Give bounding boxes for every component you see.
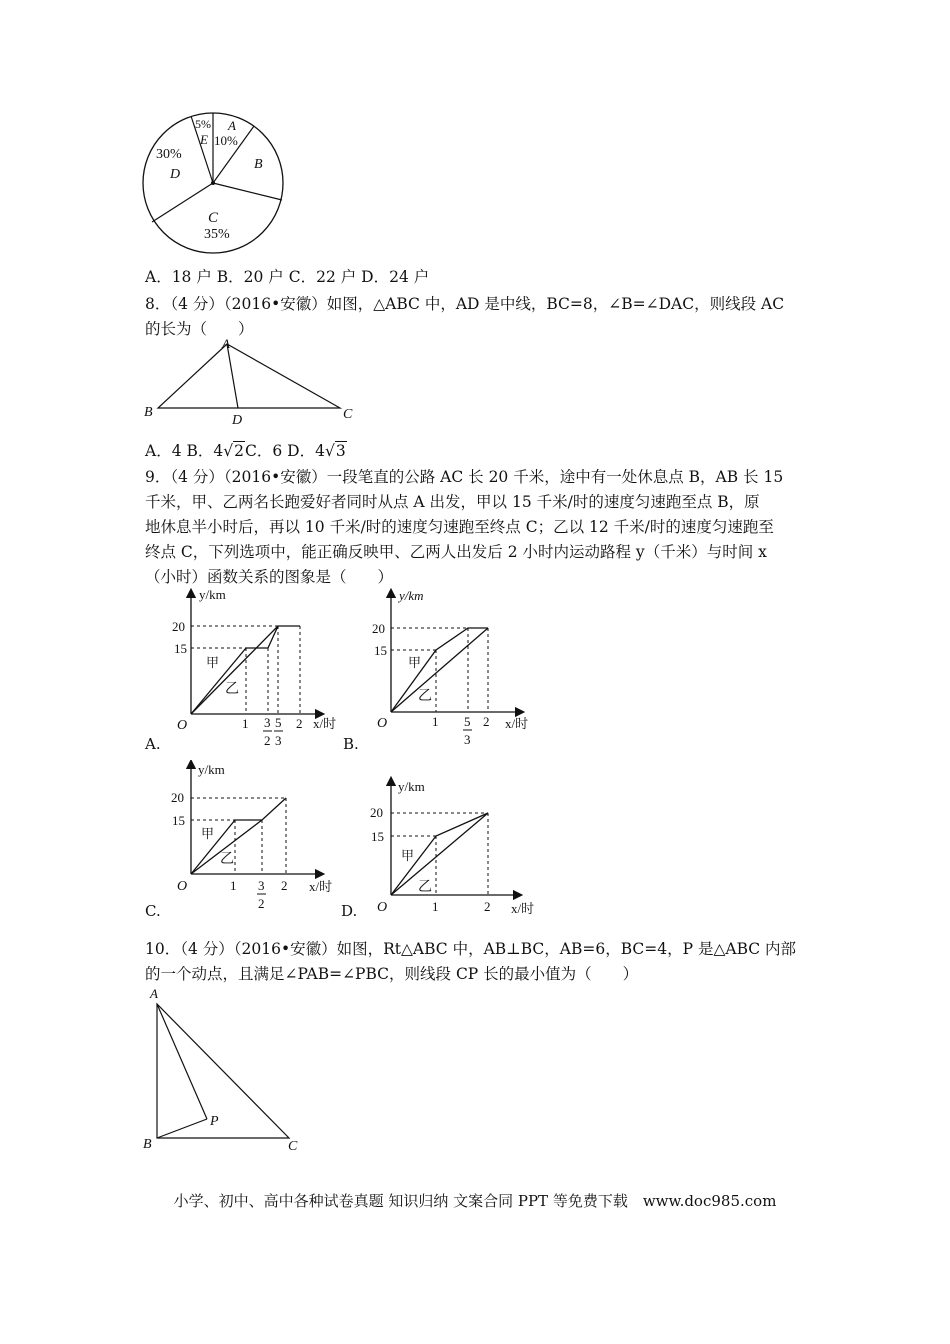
q10-line-1: 10．（4 分）（2016•安徽）如图，Rt△ABC 中，AB⊥BC，AB=6，BC=4，P 是△ABC 内部 bbox=[145, 940, 797, 958]
q9-option-b: B. bbox=[343, 735, 359, 753]
x-axis-label: x/时 bbox=[309, 879, 333, 894]
x-tick-5-3-num: 5 bbox=[275, 715, 282, 730]
q9-graph-d bbox=[368, 775, 558, 925]
x-axis-label: x/时 bbox=[505, 716, 529, 731]
radicand-2: 2 bbox=[234, 442, 244, 460]
x-tick-2: 2 bbox=[484, 899, 491, 914]
yi-line bbox=[191, 626, 278, 714]
y-tick-20: 20 bbox=[372, 621, 385, 636]
x-tick-1: 1 bbox=[432, 714, 439, 729]
x-tick-2: 2 bbox=[281, 878, 288, 893]
origin-label: O bbox=[377, 716, 388, 731]
x-tick-1: 1 bbox=[230, 878, 237, 893]
y-axis-label: y/km bbox=[198, 762, 225, 777]
pie-label-b: B bbox=[254, 157, 263, 172]
q8-label-d: D bbox=[232, 413, 243, 428]
q8-option-c-d: C．6 D．4 bbox=[245, 442, 325, 460]
pie-boundary-cd bbox=[152, 183, 213, 222]
x-tick-3-2-den: 2 bbox=[264, 733, 271, 748]
jia-line bbox=[191, 626, 300, 714]
x-tick-5-3-num: 5 bbox=[464, 714, 471, 729]
y-tick-15: 15 bbox=[172, 813, 185, 828]
pie-boundary-bc bbox=[213, 183, 282, 200]
q10-segment-bp bbox=[157, 1119, 207, 1138]
q8-line-1: 8．（4 分）（2016•安徽）如图，△ABC 中，AD 是中线，BC=8，∠B=∠DAC，则线段 AC bbox=[145, 295, 785, 313]
y-tick-20: 20 bbox=[172, 619, 185, 634]
q8-line-2: 的长为（ ） bbox=[145, 320, 254, 338]
q10-segment-ap bbox=[157, 1004, 207, 1119]
q8-triangle bbox=[158, 344, 340, 408]
jia-label: 甲 bbox=[408, 655, 422, 670]
pie-label-a-percent: 10% bbox=[214, 133, 238, 148]
jia-label: 甲 bbox=[201, 826, 215, 841]
q8-option-a-b: A．4 B．4 bbox=[145, 442, 224, 460]
jia-label: 甲 bbox=[401, 848, 415, 863]
q10-label-b: B bbox=[143, 1137, 152, 1152]
y-tick-20: 20 bbox=[171, 790, 184, 805]
pie-center bbox=[211, 181, 215, 185]
sqrt-2: √2 bbox=[223, 442, 244, 460]
origin-label: O bbox=[177, 718, 188, 733]
x-axis-label: x/时 bbox=[511, 901, 535, 916]
pie-label-a: A bbox=[228, 118, 236, 133]
x-tick-1: 1 bbox=[242, 716, 249, 731]
q9-option-a: A. bbox=[145, 735, 161, 753]
q9-line-4: 终点 C，下列选项中，能正确反映甲、乙两人出发后 2 小时内运动路程 y（千米）与时间 x bbox=[145, 543, 767, 561]
x-tick-3-2-num: 3 bbox=[258, 878, 265, 893]
pie-label-d-percent: 30% bbox=[156, 147, 182, 162]
y-axis-label: y/km bbox=[398, 779, 425, 794]
x-tick-3-2-num: 3 bbox=[264, 715, 271, 730]
q8-label-b: B bbox=[144, 405, 153, 420]
q10-line-2: 的一个动点，且满足∠PAB=∠PBC，则线段 CP 长的最小值为（ ） bbox=[145, 965, 639, 983]
yi-line bbox=[391, 628, 488, 712]
x-axis-label: x/时 bbox=[313, 716, 337, 731]
q8-median-ad bbox=[227, 344, 238, 408]
x-tick-2: 2 bbox=[296, 716, 303, 731]
x-tick-1: 1 bbox=[432, 899, 439, 914]
q9-graph-c bbox=[168, 760, 358, 920]
q10-label-c: C bbox=[288, 1139, 298, 1154]
radicand-3: 3 bbox=[335, 442, 346, 460]
yi-label: 乙 bbox=[418, 880, 432, 895]
q10-triangle bbox=[157, 1004, 289, 1138]
q8-label-a: A bbox=[222, 336, 230, 351]
x-tick-5-3-den: 3 bbox=[275, 733, 282, 748]
q8-options bbox=[145, 440, 347, 462]
pie-label-c-percent: 35% bbox=[204, 227, 230, 242]
q9-line-1: 9．（4 分）（2016•安徽）一段笔直的公路 AC 长 20 千米，途中有一处休息点 B，AB 长 15 bbox=[145, 468, 784, 486]
yi-label: 乙 bbox=[225, 682, 239, 697]
pie-label-d: D bbox=[170, 167, 181, 182]
pie-label-c: C bbox=[208, 210, 219, 226]
yi-label: 乙 bbox=[220, 852, 234, 867]
jia-label: 甲 bbox=[206, 655, 220, 670]
q9-option-d: D. bbox=[341, 902, 358, 920]
pie-label-e: E bbox=[200, 132, 208, 147]
origin-label: O bbox=[377, 900, 388, 915]
pie-label-e-percent: 5% bbox=[195, 117, 211, 131]
y-tick-20: 20 bbox=[370, 805, 383, 820]
q9-graph-a bbox=[170, 585, 360, 750]
pie-chart bbox=[140, 110, 290, 260]
q9-option-c: C. bbox=[145, 902, 161, 920]
y-tick-15: 15 bbox=[174, 641, 187, 656]
x-tick-3-2-den: 2 bbox=[258, 896, 265, 911]
q10-label-p: P bbox=[210, 1114, 219, 1129]
q7-options: A．18 户 B．20 户 C．22 户 D．24 户 bbox=[145, 268, 430, 286]
q9-line-5: （小时）函数关系的图象是（ ） bbox=[145, 568, 394, 586]
q9-line-3: 地休息半小时后，再以 10 千米/时的速度匀速跑至终点 C；乙以 12 千米/时的速度匀速跑至 bbox=[145, 518, 774, 536]
y-tick-15: 15 bbox=[371, 829, 384, 844]
yi-label: 乙 bbox=[418, 689, 432, 704]
y-axis-label: y/km bbox=[199, 587, 226, 602]
x-tick-2: 2 bbox=[483, 714, 490, 729]
q10-triangle-figure bbox=[140, 982, 315, 1157]
q10-label-a: A bbox=[150, 986, 158, 1001]
q8-label-c: C bbox=[343, 407, 353, 422]
page-footer: 小学、初中、高中各种试卷真题 知识归纳 文案合同 PPT 等免费下载 www.doc985.com bbox=[173, 1192, 777, 1210]
q9-line-2: 千米，甲、乙两名长跑爱好者同时从点 A 出发，甲以 15 千米/时的速度匀速跑至点 B，原 bbox=[145, 493, 760, 511]
q9-graph-b bbox=[370, 587, 560, 752]
sqrt-3: √3 bbox=[324, 442, 346, 460]
x-tick-5-3-den: 3 bbox=[464, 732, 471, 747]
y-axis-label: y/km bbox=[399, 588, 424, 603]
q8-triangle-figure bbox=[140, 336, 370, 428]
y-tick-15: 15 bbox=[374, 643, 387, 658]
origin-label: O bbox=[177, 879, 188, 894]
